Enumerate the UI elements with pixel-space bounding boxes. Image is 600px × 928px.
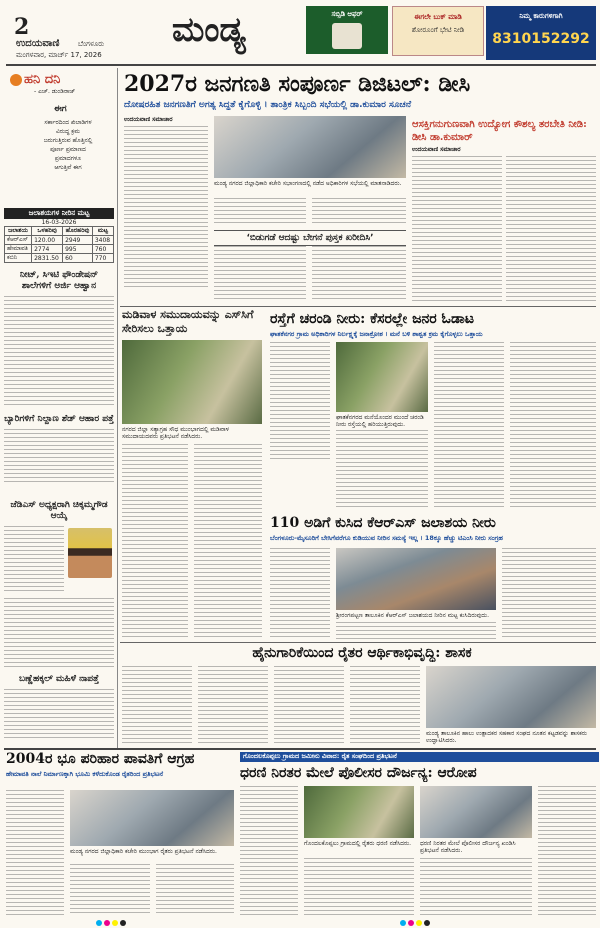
table-header-row	[5, 227, 114, 236]
land-body-col3	[156, 864, 234, 916]
honey-headline: ಹೈನುಗಾರಿಕೆಯಿಂದ ರೈತರ ಆರ್ಥಿಕಾಭಿವೃದ್ಧಿ: ಶಾಸಕ	[252, 645, 472, 661]
dharani-body-col4	[538, 786, 596, 916]
krs-subheadline: ಬೆಂಗಳೂರು-ಮೈಸೂರಿಗೆ ಬೇಸಿಗೆವರೆಗೂ ಕುಡಿಯುವ ನೀರಿನ ಸಮಸ್ಯೆ ಇಲ್ಲ । 18ಕ್ಕೂ ಹೆಚ್ಚು ಟಿಎಂಸಿ ನೀರು ಸಂಗ್ರಹ	[270, 534, 503, 542]
land-headline: 2004ರ ಭೂ ಪರಿಹಾರ ಪಾವತಿಗೆ ಆಗ್ರಹ	[6, 751, 195, 767]
table-date: 16-03-2026	[41, 219, 77, 226]
land-subheadline: ಹೇಮಾವತಿ ನಾಲೆ ನಿರ್ಮಾಣಕ್ಕಾಗಿ ಭೂಮಿ ಕಳೆದುಕೊಂಡ ರೈತರಿಂದ ಪ್ರತಿಭಟನೆ	[6, 770, 164, 778]
story-bank-headline: ಬಣ್ಣೆಹಕ್ಕಲ್ ಮಹಿಳೆ ನಾಪತ್ತೆ	[19, 674, 99, 684]
madivala-body-col1	[122, 444, 188, 640]
ad-cars	[486, 6, 596, 60]
color-mark	[408, 920, 414, 926]
left-column-rule	[117, 68, 118, 748]
honey-caption: ಮಂಡ್ಯ ತಾಲೂಕಿನ ಹಾಲು ಉತ್ಪಾದಕರ ಸಹಕಾರ ಸಂಘದ ನೂತನ ಕಟ್ಟಡವನ್ನು ಶಾಸಕರು ಉದ್ಘಾಟಿಸಿದರು.	[426, 730, 587, 744]
krs-body-col3	[502, 548, 596, 640]
rasta-body-col4	[510, 342, 596, 510]
paper-name: ಉದಯವಾಣಿ	[16, 38, 60, 49]
table-cell: 2774	[32, 245, 63, 254]
rasta-caption: ಘಾತಕೆನಗರದ ಮನೆಯೊಂದರ ಮುಂದೆ ಚರಂಡಿ ನೀರು ರಸ್ತೆಯಲ್ಲಿ ಹರಿಯುತ್ತಿರುವುದು.	[336, 414, 424, 428]
table-cell: 2949	[63, 236, 93, 245]
honey-photo	[426, 666, 596, 728]
madivala-body-col2	[194, 444, 262, 640]
story-neet	[4, 270, 114, 410]
page-header	[0, 0, 600, 64]
ad-cars-phone: 8310152292	[492, 31, 590, 47]
story-jds-headline: ಜೆಡಿಎಸ್ ಅಧ್ಯಕ್ಷರಾಗಿ ಚಿಕ್ಕಮ್ಮಗೌಡ ಆಯ್ಕೆ	[10, 500, 108, 521]
poem-line: ವಿರುದ್ಧ ಕ್ರಮ	[56, 128, 80, 135]
jds-portrait	[68, 528, 112, 578]
dharani-kicker: ಗೊಂದಲಕೊಪ್ಪಲು ಗ್ರಾಮದ ಜಮೀನು ವಿವಾದ: ರೈತ ಸಂಘದಿಂದ ಪ್ರತಿಭಟನೆ	[240, 752, 599, 762]
story-bank	[4, 674, 114, 746]
rasta-headline: ರಸ್ತೆಗೆ ಚರಂಡಿ ನೀರು: ಕೆಸರಲ್ಲೇ ಜನರ ಓಡಾಟ	[270, 311, 474, 327]
story-bus	[4, 414, 114, 496]
color-mark	[96, 920, 102, 926]
main-body-col5	[312, 246, 406, 302]
honey-body-col2	[198, 666, 268, 746]
ad-showroom-line2: ಶೋರೂಂಗೆ ಭೇಟಿ ನೀಡಿ	[411, 26, 465, 34]
main-body-col2	[214, 198, 306, 226]
color-mark	[416, 920, 422, 926]
story-neet-headline: ನೀಟ್, ಸಿಇಟಿ ಫೌಂಡೇಷನ್ ಶಾಲೆಗಳಿಗೆ ಅರ್ಜಿ ಆಹ್ವಾನ	[19, 270, 99, 291]
color-mark	[112, 920, 118, 926]
poem-line: ಪ್ರಮಾದಗಳೂ	[54, 155, 82, 162]
land-body-col2	[70, 864, 150, 916]
story-bank-body	[4, 689, 114, 741]
section-rule-1	[120, 306, 596, 307]
table-cell: 2831.50	[32, 254, 63, 263]
section-rule-2	[120, 642, 596, 643]
hanidani-byline: - ಎಚ್. ಡುಂಡಿರಾಜ್	[34, 88, 76, 95]
ad-subsidy-text: ಸಬ್ಸಿಡಿ ಆಫರ್	[331, 10, 363, 18]
krs-body-col1	[270, 548, 330, 640]
right-top-body-col1	[412, 156, 502, 304]
poem-line: ಸರ್ಕಾರದಿಂದ ಖಿಲಾಡಿಗಳ	[44, 119, 92, 126]
krs-photo	[336, 548, 496, 610]
dharani-caption-2: ಧರಣಿ ನಿರತರ ಮೇಲೆ ಪೊಲೀಸರ ದೌರ್ಜನ್ಯ ಖಂಡಿಸಿ ಪ್ರತಿಭಟನೆ ನಡೆಸಿದರು.	[420, 840, 516, 854]
story-jds-body-2	[4, 598, 114, 668]
table-cell: ಕೆಆರ್‌ಎಸ್	[5, 236, 32, 245]
rasta-body-col2	[336, 430, 428, 510]
page-number: 2	[14, 14, 30, 40]
krs-body-col2	[336, 622, 496, 640]
rasta-body-col3	[434, 342, 504, 510]
table-cell: 3408	[92, 236, 113, 245]
edition: ಬೆಂಗಳೂರು	[78, 40, 105, 48]
reservoir-table-box	[4, 208, 114, 266]
story-bus-body	[4, 429, 114, 485]
madivala-caption: ನಗರದ ಜಿಲ್ಲಾ ಸತ್ಯಾಗ್ರಹ ಸೌಧ ಮುಂಭಾಗದಲ್ಲಿ ಮಡಿವಾಳ ಸಮುದಾಯದವರು ಪ್ರತಿಭಟನೆ ನಡೆಸಿದರು.	[122, 426, 230, 440]
main-photo-caption: ಮಂಡ್ಯ ನಗರದ ಜಿಲ್ಲಾಧಿಕಾರಿ ಕಚೇರಿ ಸಭಾಂಗಣದಲ್ಲಿ ನಡೆದ ಅಧಿಕಾರಿಗಳ ಸಭೆಯಲ್ಲಿ ಮಾತನಾಡಿದರು.	[214, 180, 402, 187]
table-header-cell: ಒಳಹರಿವು	[32, 227, 63, 236]
honey-body-col4	[350, 666, 420, 746]
main-body-col4	[214, 246, 306, 302]
header-rule	[6, 64, 596, 66]
rasta-photo	[336, 342, 428, 412]
honey-body-col1	[122, 666, 192, 746]
hanidani-box	[4, 68, 114, 204]
main-pullquote: ʻಬಿಡುಗಡೆ ಆದಷ್ಟು ಬೇಗನೆ ಪುಸ್ತಕ ಖರೀದಿಸಿʼ	[214, 230, 406, 246]
land-body-col1	[6, 790, 64, 916]
main-subheadline: ದೋಷರಹಿತ ಜನಗಣತಿಗೆ ಅಗತ್ಯ ಸಿದ್ಧತೆ ಕೈಗೊಳ್ಳಿ । ತಾಂತ್ರಿಕ ಸಿಬ್ಬಂದಿ ಸಭೆಯಲ್ಲಿ ಡಾ.ಕುಮಾರ ಸೂಚನೆ	[124, 100, 412, 110]
krs-caption: ಶ್ರೀರಂಗಪಟ್ಟಣ ತಾಲೂಕಿನ ಕೆಆರ್‌ಎಸ್ ಜಲಾಶಯದ ನೀರಿನ ಮಟ್ಟ ಕುಸಿದಿರುವುದು.	[336, 612, 489, 619]
dharani-caption-1: ಗೊಂದಲಕೊಪ್ಪಲು ಗ್ರಾಮದಲ್ಲಿ ರೈತರು ಧರಣಿ ನಡೆಸಿದರು.	[304, 840, 412, 847]
table-cell: 60	[63, 254, 93, 263]
table-row	[5, 236, 114, 245]
table-cell: ಕಬಿನಿ	[5, 254, 32, 263]
story-neet-body	[4, 296, 114, 406]
story-jds-body	[4, 526, 64, 592]
krs-headline: 110 ಅಡಿಗೆ ಕುಸಿದ ಕೆಆರ್‌ಎಸ್ ಜಲಾಶಯ ನೀರು	[270, 515, 496, 531]
dharani-body-col2	[304, 858, 414, 916]
ad-showroom-line1: ಈಗಲೇ ಬುಕ್ ಮಾಡಿ	[414, 13, 462, 21]
dharani-body-col3	[420, 858, 532, 916]
honey-body-col3	[274, 666, 344, 746]
dharani-photo-1	[304, 786, 414, 838]
table-cell: 760	[92, 245, 113, 254]
main-body-col1	[124, 126, 208, 290]
rasta-subheadline: ಘಾತಕೆನಗರ ಗ್ರಾಮ ಅಧಿಕಾರಿಗಳ ನಿರ್ಲಕ್ಷ್ಯಕ್ಕೆ ಜನಾಕ್ರೋಶ । ಮನೆ ಬಳಿ ಶಾಶ್ವತ ಕ್ರಮ ಕೈಗೊಳ್ಳಲು ಒತ್ತಾಯ	[270, 330, 483, 338]
phone-image	[332, 23, 362, 49]
right-top-body-col2	[506, 156, 596, 304]
poem-line: ಜರುಗುತ್ತಿರುವ ಹೊತ್ತಿನಲ್ಲಿ	[43, 137, 93, 144]
date: ಮಂಗಳವಾರ, ಮಾರ್ಚ್ 17, 2026	[16, 51, 102, 59]
land-caption: ಮಂಡ್ಯ ನಗರದ ಜಿಲ್ಲಾಧಿಕಾರಿ ಕಚೇರಿ ಮುಂಭಾಗ ರೈತರು ಪ್ರತಿಭಟನೆ ನಡೆಸಿದರು.	[70, 848, 217, 855]
madivala-headline: ಮಡಿವಾಳ ಸಮುದಾಯವನ್ನು ಎಸ್‌ಸಿಗೆ ಸೇರಿಸಲು ಒತ್ತಾಯ	[122, 308, 254, 335]
hanidani-title: ಹನಿ ದನಿ	[24, 72, 61, 87]
table-cell: ಹೇಮಾವತಿ	[5, 245, 32, 254]
color-mark	[400, 920, 406, 926]
ad-subsidy	[306, 6, 388, 54]
dharani-headline: ಧರಣಿ ನಿರತರ ಮೇಲೆ ಪೊಲೀಸರ ದೌರ್ಜನ್ಯ: ಆರೋಪ	[240, 765, 477, 781]
madivala-photo	[122, 340, 262, 424]
table-header-cell: ಮಟ್ಟ	[92, 227, 113, 236]
table-row	[5, 254, 114, 263]
rasta-body-col1	[270, 342, 330, 462]
ad-cars-line1: ನಿಮ್ಮ ಕಾರುಗಳಿಗಾಗಿ	[519, 12, 563, 20]
registration-marks	[0, 918, 600, 928]
main-dateline: ಉದಯವಾಣಿ ಸಮಾಚಾರ	[124, 116, 173, 123]
story-bus-headline: ಬ್ಯಾರಿಗಳಿಗೆ ನಿಲ್ದಾಣ ಶೆಡ್ ಆಹಾರ ಪತ್ತೆ	[4, 414, 114, 424]
table-row	[5, 245, 114, 254]
ee-label: ಈಗ	[54, 104, 67, 114]
table-cell: 995	[63, 245, 93, 254]
dharani-body-col1	[240, 786, 298, 916]
main-body-col3	[312, 198, 406, 226]
color-mark	[104, 920, 110, 926]
reservoir-table	[4, 226, 114, 263]
poem-line: ಪೂರ್ಣ ಪ್ರಮಾಣದ	[50, 146, 86, 153]
right-top-headline: ಆಸಕ್ತಿಗನುಗುಣವಾಗಿ ಉದ್ಯೋಗ ಕೌಶಲ್ಯ ತರಬೇತಿ ನೀಡಿ: ಡೀಸಿ ಡಾ.ಕುಮಾರ್	[412, 119, 587, 143]
table-cell: 770	[92, 254, 113, 263]
table-cell: 120.00	[32, 236, 63, 245]
color-mark	[424, 920, 430, 926]
color-mark	[120, 920, 126, 926]
poem	[26, 118, 110, 172]
table-title: ಜಲಾಶಯಗಳ ನೀರಿನ ಮಟ್ಟ	[4, 208, 114, 219]
table-header-cell: ಜಲಾಶಯ	[5, 227, 32, 236]
main-photo	[214, 116, 406, 178]
story-jds	[4, 500, 114, 670]
section-title: ಮಂಡ್ಯ	[172, 10, 246, 50]
right-top-dateline: ಉದಯವಾಣಿ ಸಮಾಚಾರ	[412, 146, 461, 153]
land-photo	[70, 790, 234, 846]
poem-line: ಆಗುತ್ತಿವೆ ಈಗ	[54, 164, 82, 171]
ad-showroom	[392, 6, 484, 56]
dharani-photo-2	[420, 786, 532, 838]
table-header-cell: ಹೊರಹರಿವು	[63, 227, 93, 236]
honey-logo	[10, 74, 22, 86]
main-headline: 2027ರ ಜನಗಣತಿ ಸಂಪೂರ್ಣ ಡಿಜಿಟಲ್: ಡೀಸಿ	[124, 71, 471, 97]
